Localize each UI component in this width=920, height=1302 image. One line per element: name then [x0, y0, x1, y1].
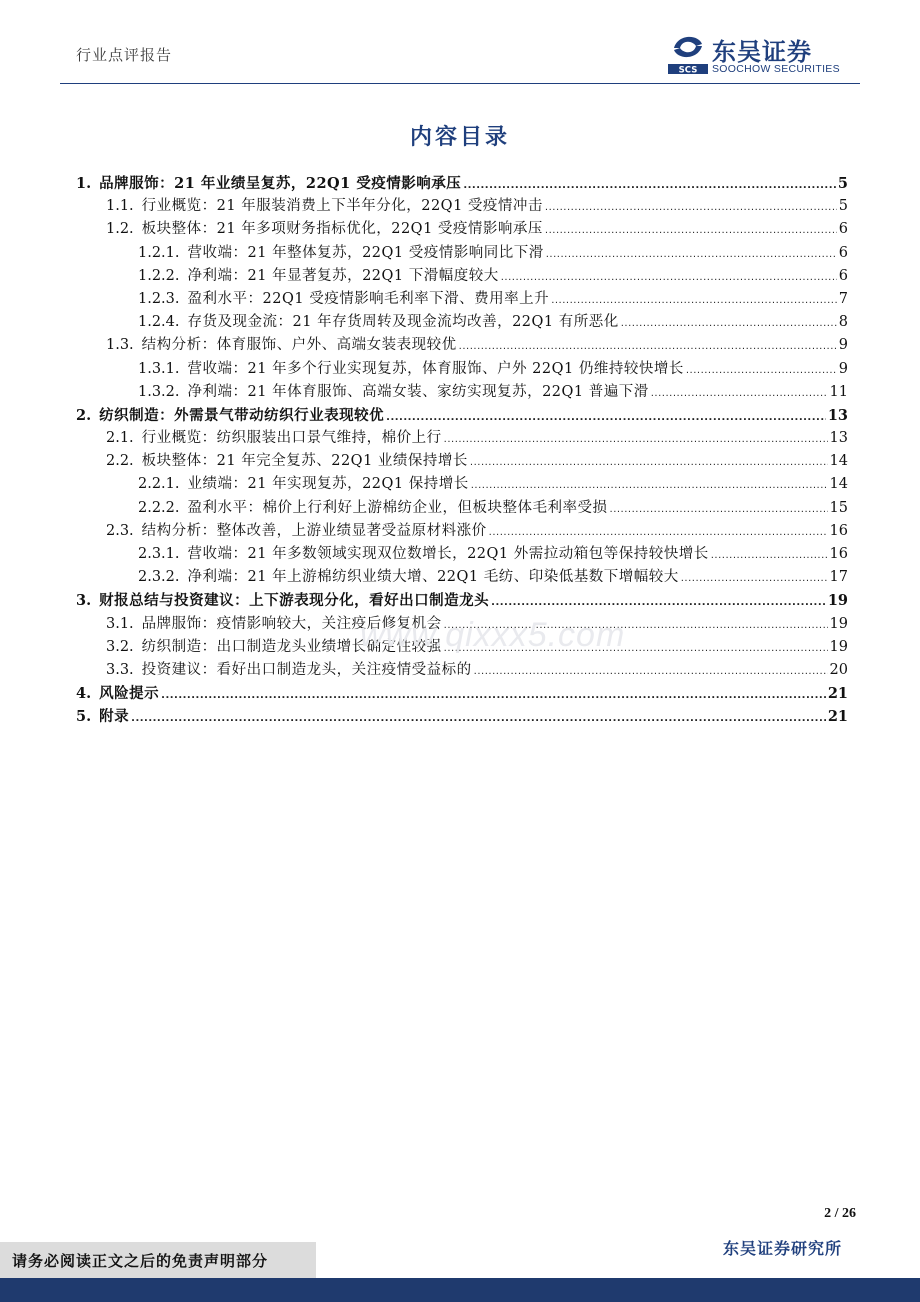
toc-entry-leader — [501, 266, 837, 289]
toc-entry-title: 附录 — [99, 708, 130, 726]
toc-entry[interactable] — [76, 450, 848, 473]
toc-entry[interactable] — [76, 473, 848, 496]
toc-entry[interactable] — [76, 381, 848, 404]
toc-entry-leader — [463, 174, 836, 197]
brand-logo-letters: SCS — [678, 65, 698, 74]
toc-entry[interactable] — [76, 566, 848, 589]
toc-entry[interactable] — [76, 404, 848, 427]
toc-entry[interactable] — [76, 358, 848, 381]
toc-entry-leader — [545, 219, 837, 242]
toc-entry[interactable] — [76, 218, 848, 241]
report-category: 行业点评报告 — [76, 46, 173, 64]
toc-entry-page: 16 — [829, 522, 848, 539]
toc-entry-title: 纺织制造：出口制造龙头业绩增长确定性较强 — [141, 638, 442, 655]
header-divider — [60, 83, 860, 84]
toc-entry-leader — [686, 359, 837, 382]
toc-entry-number: 1.2.2. — [138, 267, 180, 284]
toc-entry-title: 存货及现金流：21 年存货周转及现金流均改善，22Q1 有所恶化 — [187, 314, 619, 331]
toc-entry-page: 13 — [827, 406, 848, 424]
toc-entry-title: 风险提示 — [99, 685, 160, 703]
watermark: www.qixxx5.com — [360, 616, 626, 654]
page-indicator: 2 / 26 — [824, 1206, 856, 1221]
toc-entry-page: 11 — [829, 383, 848, 400]
toc-entry-leader — [546, 243, 837, 266]
disclaimer-note — [0, 1242, 316, 1278]
toc-entry-number: 1. — [76, 175, 92, 192]
toc-entry-number: 2.3. — [106, 522, 134, 539]
toc-entry-number: 3.1. — [106, 615, 134, 632]
toc-entry-leader — [621, 312, 837, 335]
toc-entry-page: 14 — [829, 453, 848, 470]
toc-entry-title: 板块整体：21 年多项财务指标优化，22Q1 受疫情影响承压 — [141, 221, 543, 238]
toc-entry-page: 14 — [829, 476, 848, 493]
toc-entry-number: 1.3.2. — [138, 383, 180, 400]
brand-logo-icon — [668, 32, 708, 74]
toc-entry-number: 2.3.1. — [138, 546, 180, 562]
toc-entry[interactable] — [76, 427, 848, 450]
toc-entry-title: 净利端：21 年显著复苏，22Q1 下滑幅度较大 — [187, 267, 499, 284]
toc-entry[interactable] — [76, 265, 848, 288]
toc-entry-title: 品牌服饰：21 年业绩呈复苏，22Q1 受疫情影响承压 — [99, 175, 462, 192]
toc-entry-page: 13 — [829, 430, 848, 447]
toc-entry-title: 营收端：21 年多个行业实现复苏，体育服饰、户外 22Q1 仍维持较快增长 — [187, 360, 684, 377]
toc-entry-title: 净利端：21 年上游棉纺织业绩大增、22Q1 毛纺、印染低基数下增幅较大 — [187, 569, 679, 586]
toc-entry-number: 4. — [76, 685, 92, 703]
toc-entry-leader — [711, 544, 828, 567]
toc-entry-number: 1.2. — [106, 221, 134, 238]
toc-entry-title: 盈利水平：棉价上行利好上游棉纺企业，但板块整体毛利率受损 — [187, 499, 608, 516]
toc-entry-title: 行业概览：21 年服装消费上下半年分化，22Q1 受疫情冲击 — [141, 198, 543, 215]
toc-entry-page: 16 — [829, 546, 848, 562]
toc-entry[interactable] — [76, 682, 848, 705]
toc-entry-leader — [470, 451, 828, 474]
toc-entry-title: 营收端：21 年整体复苏，22Q1 受疫情影响同比下滑 — [187, 244, 544, 261]
toc-entry-page: 21 — [827, 708, 848, 726]
toc-entry-leader — [610, 498, 828, 521]
toc-entry-title: 业绩端：21 年实现复苏，22Q1 保持增长 — [187, 476, 469, 493]
toc-entry-page: 17 — [829, 569, 848, 586]
toc-entry-title: 财报总结与投资建议：上下游表现分化，看好出口制造龙头 — [99, 592, 490, 610]
toc-entry-title: 品牌服饰：疫情影响较大，关注疫后修复机会 — [141, 615, 442, 632]
toc-entry[interactable] — [76, 172, 848, 195]
brand-name-en: SOOCHOW SECURITIES — [712, 63, 840, 75]
toc-entry-page: 19 — [827, 592, 848, 610]
disclaimer-text: 请务必阅读正文之后的免责声明部分 — [12, 1251, 269, 1270]
toc-entry[interactable] — [76, 589, 848, 612]
toc-entry-title: 纺织制造：外需景气带动纺织行业表现较优 — [99, 406, 385, 424]
toc-entry-page: 19 — [829, 638, 848, 655]
toc-entry-number: 1.2.3. — [138, 290, 180, 307]
toc-entry-number: 3.2. — [106, 638, 134, 655]
toc-entry-page: 6 — [838, 267, 848, 284]
toc-entry-leader — [161, 684, 826, 707]
toc-entry-title: 净利端：21 年体育服饰、高端女装、家纺实现复苏，22Q1 普遍下滑 — [187, 383, 649, 400]
toc-entry-title: 盈利水平：22Q1 受疫情影响毛利率下滑、费用率上升 — [187, 290, 550, 307]
toc-entry-page: 9 — [838, 360, 848, 377]
toc-entry-number: 1.3. — [106, 337, 134, 354]
toc-entry[interactable] — [76, 242, 848, 265]
toc-entry-number: 1.3.1. — [138, 360, 180, 377]
toc-entry-leader — [545, 196, 837, 219]
toc-title: 内容目录 — [409, 124, 510, 150]
footer-bar — [0, 1278, 920, 1302]
toc-entry-page: 8 — [838, 314, 848, 331]
toc-entry-number: 1.1. — [106, 198, 134, 215]
brand-name-cn: 东吴证券 — [712, 38, 812, 66]
toc-entry-number: 2.2.1. — [138, 476, 180, 493]
toc-entry-leader — [681, 567, 828, 590]
toc-entry[interactable] — [76, 520, 848, 543]
toc-entry[interactable] — [76, 543, 848, 566]
toc-entry-leader — [459, 335, 837, 358]
toc-entry-number: 2.1. — [106, 430, 134, 447]
toc-entry-leader — [489, 521, 828, 544]
brand-logo — [668, 32, 858, 78]
toc-entry-number: 2. — [76, 406, 92, 424]
toc-entry[interactable] — [76, 497, 848, 520]
toc-entry-page: 6 — [838, 221, 848, 238]
toc-entry-leader — [386, 406, 826, 429]
toc-entry[interactable] — [76, 705, 848, 728]
toc-entry-number: 2.2.2. — [138, 499, 180, 516]
toc-entry[interactable] — [76, 195, 848, 218]
toc-entry-page: 21 — [827, 685, 848, 703]
toc-entry-leader — [131, 707, 826, 730]
toc-entry-title: 结构分析：整体改善，上游业绩显著受益原材料涨价 — [141, 522, 487, 539]
toc-entry-leader — [651, 382, 828, 405]
toc-entry-number: 3. — [76, 592, 92, 610]
toc-entry-page: 19 — [829, 615, 848, 632]
toc-entry-leader — [491, 591, 826, 614]
toc-entry-page: 6 — [838, 244, 848, 261]
toc-entry[interactable] — [76, 659, 848, 682]
toc-entry-page: 7 — [838, 290, 848, 307]
footer-organization: 东吴证券研究所 — [722, 1239, 842, 1258]
toc-entry-number: 1.2.1. — [138, 244, 180, 261]
toc-entry-page: 20 — [829, 661, 848, 678]
toc-entry-number: 2.2. — [106, 453, 134, 470]
toc-entry-title: 行业概览：纺织服装出口景气维持，棉价上行 — [141, 430, 442, 447]
toc-entry-number: 3.3. — [106, 661, 134, 678]
toc-entry-title: 营收端：21 年多数领域实现双位数增长，22Q1 外需拉动箱包等保持较快增长 — [187, 546, 709, 562]
toc-entry[interactable] — [76, 311, 848, 334]
toc-entry-title: 结构分析：体育服饰、户外、高端女装表现较优 — [141, 337, 457, 354]
toc-entry-leader — [471, 474, 828, 497]
toc-entry-number: 2.3.2. — [138, 569, 180, 586]
toc-entry-page: 15 — [829, 499, 848, 516]
toc-entry[interactable] — [76, 288, 848, 311]
toc-entry-leader — [474, 660, 828, 683]
toc-entry-page: 5 — [837, 175, 848, 192]
toc-entry-title: 板块整体：21 年完全复苏、22Q1 业绩保持增长 — [141, 453, 468, 470]
toc-entry-title: 投资建议：看好出口制造龙头，关注疫情受益标的 — [141, 661, 472, 678]
toc-entry-number: 5. — [76, 708, 92, 726]
toc-entry-leader — [444, 428, 828, 451]
toc-entry-page: 5 — [838, 198, 848, 215]
toc-entry-leader — [551, 289, 837, 312]
toc-entry[interactable] — [76, 334, 848, 357]
toc-entry-number: 1.2.4. — [138, 314, 180, 331]
toc-entry-page: 9 — [838, 337, 848, 354]
